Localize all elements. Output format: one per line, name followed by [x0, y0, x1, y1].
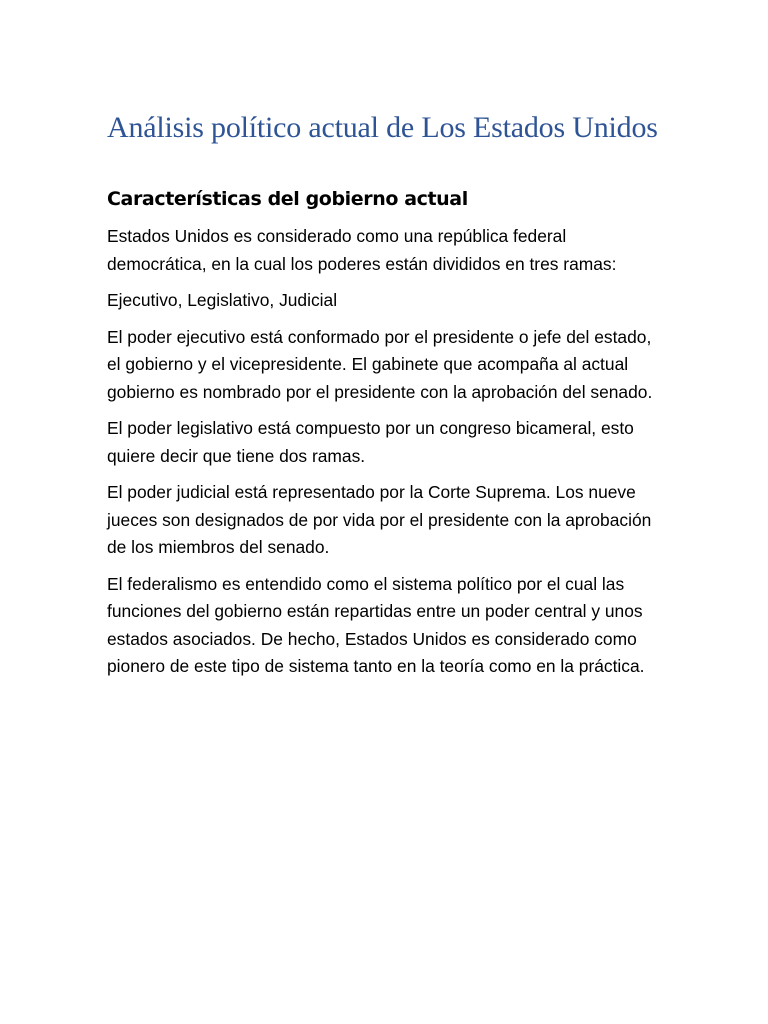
document-title: Análisis político actual de Los Estados Unidos — [107, 111, 658, 144]
heading-spacer — [107, 212, 667, 223]
paragraph-branches: Ejecutivo, Legislativo, Judicial — [107, 290, 338, 310]
paragraph-executive: El poder ejecutivo está conformado por el presidente o jefe del estado, el gobierno y el vicepresidente. El gabinete que acompaña al actual gobierno es nombrado por el presidente con la aprobación del senado. — [107, 326, 653, 402]
paragraph-legislative: El poder legislativo está compuesto por un congreso bicameral, esto quiere decir que tiene dos ramas. — [107, 418, 634, 466]
paragraph-federalism: El federalismo es entendido como el sistema político por el cual las funciones del gobierno están repartidas entre un poder central y unos estados asociados. De hecho, Estados Unidos es considerado como pionero de este tipo de sistema tanto en la teoría como en la práctica. — [107, 573, 645, 676]
section-heading: Características del gobierno actual — [107, 188, 468, 210]
paragraph-intro: Estados Unidos es considerado como una república federal democrática, en la cual los poderes están divididos en tres ramas: — [107, 226, 617, 274]
document-body — [107, 108, 667, 681]
paragraph-judicial: El poder judicial está representado por la Corte Suprema. Los nueve jueces son designados de por vida por el presidente con la aprobación de los miembros del senado. — [107, 482, 652, 557]
